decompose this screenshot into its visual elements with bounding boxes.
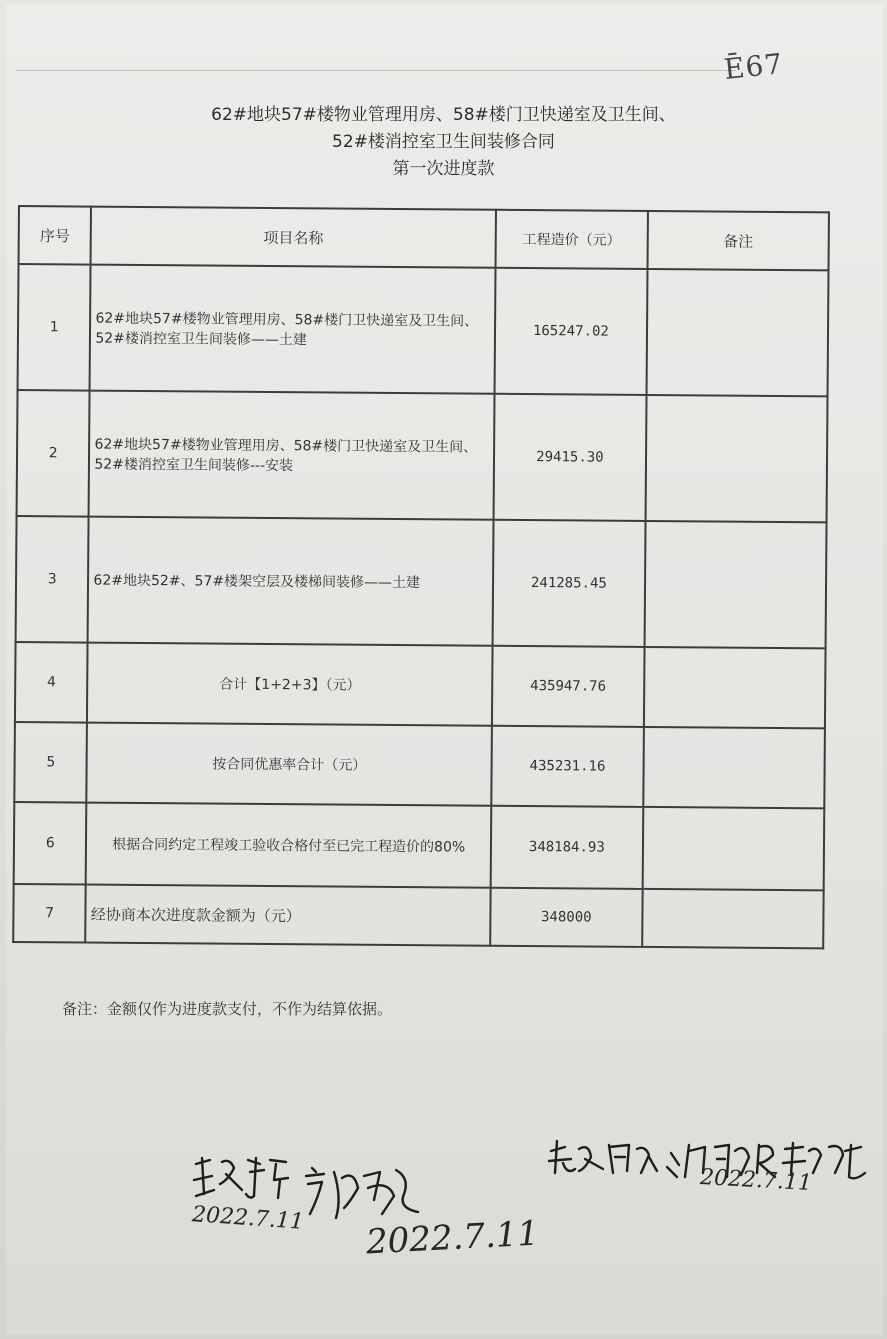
row-index: 5 [14, 722, 87, 803]
header-note: 备注 [647, 211, 829, 270]
right-date: 2022.7.11 [699, 1165, 813, 1196]
title-line-2: 52#楼消控室卫生间装修合同 [332, 132, 555, 152]
remark-note: 备注：金额仅作为进度款支付，不作为结算依据。 [62, 1000, 393, 1018]
payment-table-wrapper [18, 205, 830, 943]
row-price: 348000 [490, 888, 642, 947]
table-row [16, 516, 827, 648]
table-row [15, 642, 826, 728]
handwritten-corner-mark: Ē67 [722, 47, 785, 86]
row-name: 经协商本次进度款金额为（元） [86, 885, 491, 946]
row-name: 62#地块57#楼物业管理用房、58#楼门卫快递室及卫生间、52#楼消控室卫生间装修---安装 [89, 391, 495, 520]
row-note [642, 807, 824, 890]
table-row [13, 884, 823, 948]
header-index: 序号 [19, 206, 92, 265]
row-name: 根据合同约定工程竣工验收合格付至已完工程造价的80% [86, 803, 491, 888]
row-index: 6 [14, 802, 87, 885]
table-header-row [19, 206, 829, 270]
row-index: 2 [17, 390, 90, 517]
middle-date: 2022.7.11 [365, 1213, 540, 1263]
row-index: 4 [15, 642, 88, 723]
row-note [644, 521, 826, 648]
left-date: 2022.7.11 [191, 1202, 305, 1235]
signature-middle [298, 1158, 426, 1228]
table-row [18, 264, 829, 396]
row-price: 29415.30 [494, 394, 647, 521]
table-row [17, 390, 828, 522]
title-line-3: 第一次进度款 [392, 159, 495, 179]
row-index: 7 [13, 884, 86, 943]
title-line-1: 62#地块57#楼物业管理用房、58#楼门卫快递室及卫生间、 [211, 105, 676, 125]
row-note [646, 269, 828, 396]
row-price: 435947.76 [492, 646, 644, 727]
row-price: 348184.93 [491, 806, 643, 889]
row-index: 1 [18, 264, 91, 391]
row-note [645, 395, 827, 522]
row-name: 62#地块52#、57#楼架空层及楼梯间装修——土建 [88, 517, 494, 646]
row-price: 435231.16 [491, 726, 643, 807]
header-name: 项目名称 [91, 207, 496, 268]
top-rule [16, 70, 736, 73]
table-row [14, 722, 825, 808]
row-name: 合计【1+2+3】（元） [87, 643, 492, 726]
signature-left [190, 1150, 300, 1210]
row-name: 按合同优惠率合计（元） [87, 723, 492, 806]
payment-table [12, 205, 830, 949]
row-name: 62#地块57#楼物业管理用房、58#楼门卫快递室及卫生间、52#楼消控室卫生间装修——土建 [90, 265, 496, 394]
row-price: 165247.02 [495, 268, 648, 395]
row-price: 241285.45 [493, 520, 646, 647]
header-price: 工程造价（元） [495, 210, 647, 269]
row-index: 3 [16, 516, 89, 643]
row-note [643, 727, 825, 808]
document-title [0, 102, 887, 183]
row-note [644, 647, 826, 728]
table-row [14, 802, 825, 890]
row-note [642, 889, 824, 948]
